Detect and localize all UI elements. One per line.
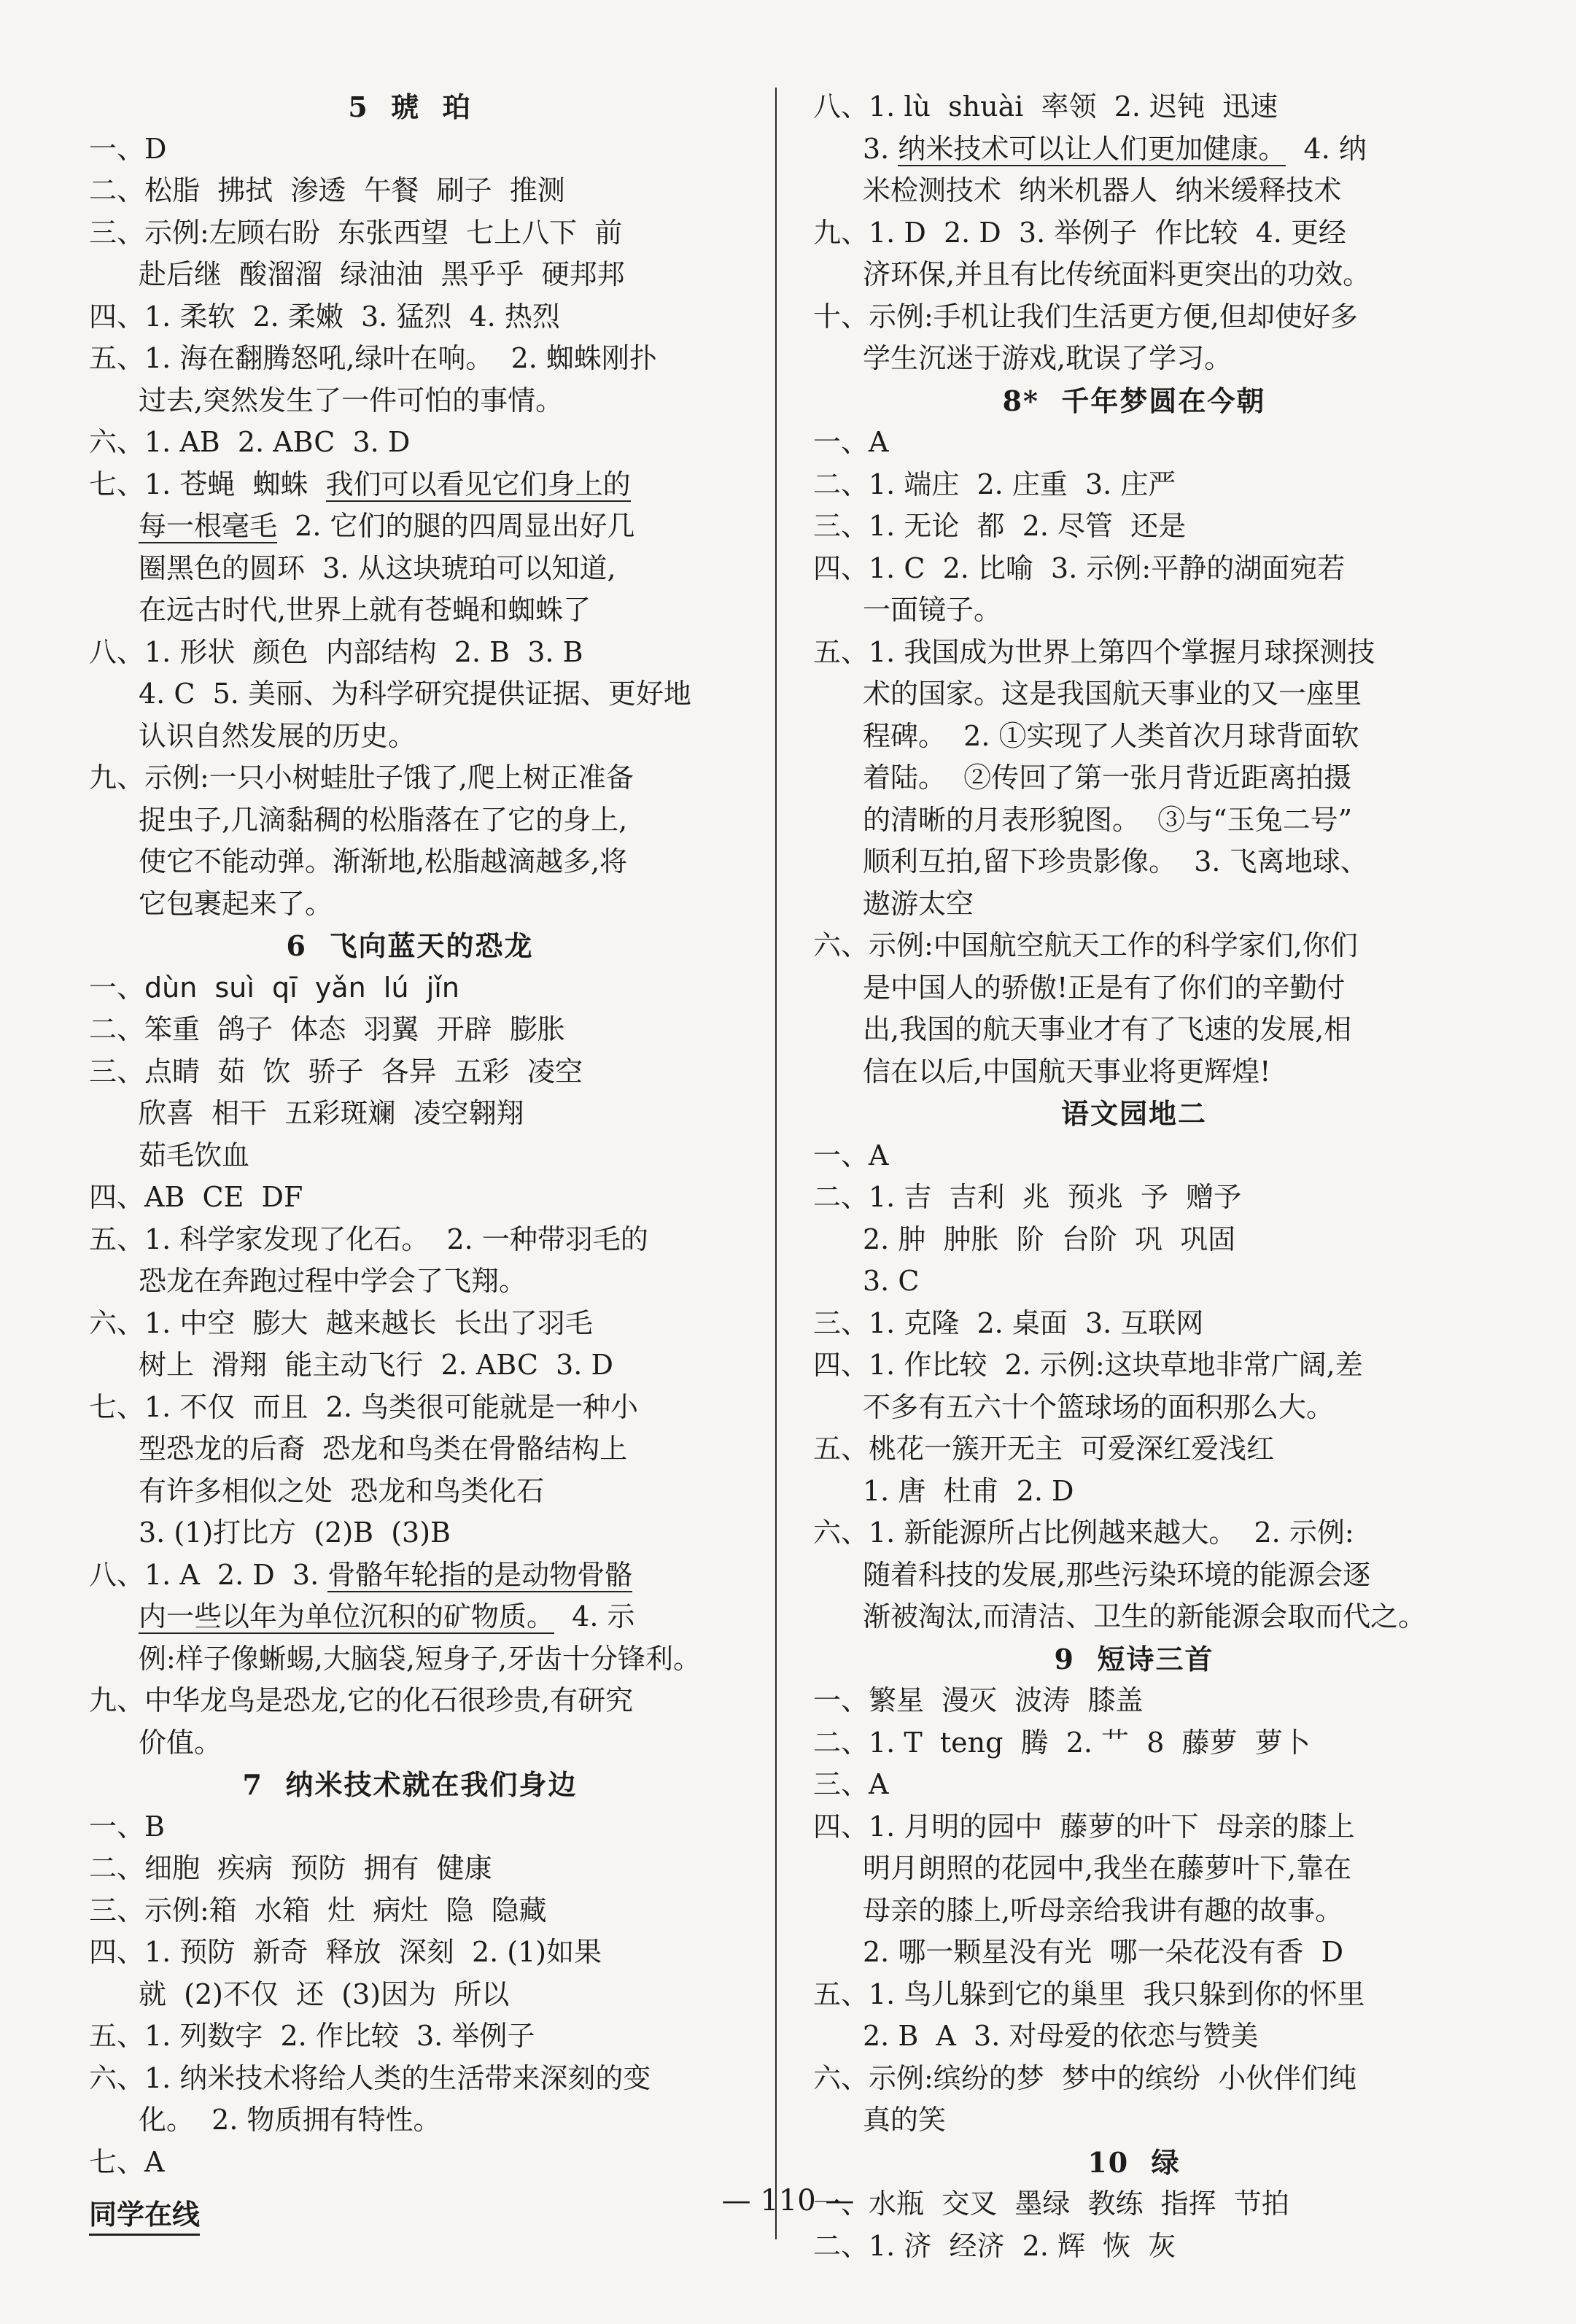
answer-line — [89, 1387, 731, 1429]
answer-line — [813, 170, 1455, 212]
footer-brand: 同学在线 — [89, 2192, 200, 2236]
answer-line — [813, 1009, 1455, 1051]
answer-text: 五、桃花一簇开无主 可爱深红爱浅红 — [813, 1433, 1275, 1465]
section-title — [89, 86, 731, 128]
answer-line — [89, 1722, 731, 1765]
answer-line — [813, 2058, 1455, 2100]
answer-text: 三、1. 克隆 2. 桌面 3. 互联网 — [813, 1306, 1204, 1339]
answer-text: 顺利互拍,留下珍贵影像。 3. 飞离地球、 — [863, 845, 1368, 878]
answer-line — [89, 338, 731, 380]
answer-text: 五、1. 列数字 2. 作比较 3. 举例子 — [89, 2020, 535, 2052]
answer-line — [89, 1932, 731, 1974]
answer-text: 济环保,并且有比传统面料更突出的功效。 — [863, 258, 1371, 290]
answer-line — [89, 548, 731, 590]
answer-text: 四、1. 预防 新奇 释放 深刻 2. (1)如果 — [89, 1936, 602, 1968]
answer-text: 2. 肿 肿胀 阶 台阶 巩 巩固 — [863, 1223, 1236, 1255]
answer-text: 米检测技术 纳米机器人 纳米缓释技术 — [863, 174, 1342, 206]
answer-text: 例:样子像蜥蜴,大脑袋,短身子,牙齿十分锋利。 — [139, 1642, 702, 1675]
underlined-answer: 每一根毫毛 — [139, 510, 278, 542]
answer-text: 捉虫子,几滴黏稠的松脂落在了它的身上, — [139, 803, 628, 836]
answer-text: 出,我国的航天事业才有了飞速的发展,相 — [863, 1013, 1352, 1045]
answer-line — [813, 1344, 1455, 1387]
answer-line — [89, 170, 731, 212]
answer-text: 认识自然发展的历史。 — [139, 719, 416, 752]
answer-text: 六、1. 纳米技术将给人类的生活带来深刻的变 — [89, 2061, 651, 2094]
answer-line — [813, 1932, 1455, 1974]
answer-text: 四、1. 月明的园中 藤萝的叶下 母亲的膝上 — [813, 1810, 1355, 1843]
answer-text: 三、示例:箱 水箱 灶 病灶 隐 隐藏 — [89, 1894, 547, 1926]
answer-line — [813, 883, 1455, 926]
answer-text: 五、1. 科学家发现了化石。 2. 一种带羽毛的 — [89, 1223, 648, 1255]
answer-line — [813, 967, 1455, 1010]
answer-line — [89, 2015, 731, 2058]
answer-line — [813, 464, 1455, 506]
answer-text: 六、1. AB 2. ABC 3. D — [89, 426, 411, 458]
answer-line — [813, 254, 1455, 296]
answer-text: 四、AB CE DF — [89, 1181, 303, 1213]
answer-text: 六、示例:中国航空航天工作的科学家们,你们 — [813, 929, 1358, 961]
page-number: — 110 — — [721, 2184, 855, 2218]
answer-text: 学生沉迷于游戏,耽误了学习。 — [863, 342, 1233, 374]
left-column — [89, 86, 731, 2183]
answer-text: 茹毛饮血 — [139, 1139, 250, 1171]
answer-line — [813, 296, 1455, 338]
answer-line — [813, 1974, 1455, 2016]
answer-text: 九、1. D 2. D 3. 举例子 作比较 4. 更经 — [813, 216, 1346, 249]
answer-line — [89, 254, 731, 296]
answer-text: 八、1. A 2. D 3. — [89, 1558, 328, 1591]
answer-text: 真的笑 — [863, 2104, 947, 2136]
section-title — [813, 1093, 1455, 1135]
answer-line — [813, 2099, 1455, 2142]
right-column — [813, 86, 1455, 2267]
answer-text: 价值。 — [139, 1726, 222, 1759]
answer-text: 型恐龙的后裔 恐龙和鸟类在骨骼结构上 — [139, 1433, 628, 1465]
answer-line — [89, 1177, 731, 1219]
answer-line — [89, 2058, 731, 2100]
answer-text: 信在以后,中国航天事业将更辉煌! — [863, 1055, 1271, 1088]
answer-text: 一面镜子。 — [863, 594, 1002, 626]
answer-text: 遨游太空 — [863, 887, 974, 920]
answer-text: 2. B A 3. 对母爱的依恋与赞美 — [863, 2020, 1259, 2052]
answer-line — [813, 1219, 1455, 1261]
answer-text: 四、1. 柔软 2. 柔嫩 3. 猛烈 4. 热烈 — [89, 300, 560, 333]
answer-line — [89, 1009, 731, 1051]
answer-line — [89, 1093, 731, 1135]
answer-line — [813, 2015, 1455, 2058]
answer-text: 五、1. 我国成为世界上第四个掌握月球探测技 — [813, 635, 1375, 668]
answer-line — [89, 422, 731, 464]
answer-line — [813, 1135, 1455, 1177]
answer-text: 一、繁星 漫灭 波涛 膝盖 — [813, 1684, 1144, 1716]
section-title-text: 7 纳米技术就在我们身边 — [242, 1768, 578, 1801]
answer-text: 一、A — [813, 426, 889, 458]
answer-line — [813, 1722, 1455, 1765]
answer-text: 2. 哪一颗星没有光 哪一朵花没有香 D — [863, 1936, 1344, 1968]
answer-line — [89, 1303, 731, 1345]
answer-text: 七、1. 苍蝇 蜘蛛 — [89, 468, 326, 500]
underlined-answer: 纳米技术可以让人们更加健康。 — [898, 132, 1286, 165]
answer-text: 着陆。 ②传回了第一张月背近距离拍摄 — [863, 762, 1352, 794]
answer-text: 赴后继 酸溜溜 绿油油 黑乎乎 硬邦邦 — [139, 258, 625, 290]
answer-text: 四、1. C 2. 比喻 3. 示例:平静的湖面宛若 — [813, 551, 1346, 584]
answer-text: 九、示例:一只小树蛙肚子饿了,爬上树正准备 — [89, 762, 634, 794]
column-divider — [775, 88, 777, 2239]
answer-line — [813, 1764, 1455, 1806]
answer-text-continued: 4. 示 — [554, 1600, 635, 1632]
answer-text: 1. 唐 杜甫 2. D — [863, 1474, 1074, 1507]
answer-text: 术的国家。这是我国航天事业的又一座里 — [863, 678, 1362, 710]
answer-text: 八、1. lù shuài 率领 2. 迟钝 迅速 — [813, 90, 1278, 123]
answer-text: 一、A — [813, 1139, 889, 1171]
answer-text: 二、1. 端庄 2. 庄重 3. 庄严 — [813, 468, 1176, 500]
section-title-text: 9 短诗三首 — [1054, 1642, 1214, 1676]
answer-text: 五、1. 鸟儿躲到它的巢里 我只躲到你的怀里 — [813, 1978, 1365, 2010]
answer-text: 4. C 5. 美丽、为科学研究提供证据、更好地 — [139, 678, 691, 710]
answer-line — [813, 589, 1455, 632]
section-title — [89, 1764, 731, 1806]
answer-text: 二、松脂 拂拭 渗透 午餐 刷子 推测 — [89, 174, 565, 206]
section-title-text: 5 琥 珀 — [348, 90, 472, 123]
answer-line — [89, 1135, 731, 1177]
answer-text: 三、示例:左顾右盼 东张西望 七上八下 前 — [89, 216, 623, 249]
answer-line — [813, 506, 1455, 548]
answer-text: 二、1. 济 经济 2. 辉 恢 灰 — [813, 2229, 1176, 2262]
answer-text: 3. (1)打比方 (2)B (3)B — [139, 1517, 451, 1549]
answer-line — [89, 1219, 731, 1261]
answer-text: 就 (2)不仅 还 (3)因为 所以 — [139, 1978, 510, 2010]
answer-line — [89, 1471, 731, 1513]
answer-line — [89, 1806, 731, 1848]
answer-text: 有许多相似之处 恐龙和鸟类化石 — [139, 1474, 545, 1507]
answer-line — [89, 967, 731, 1010]
answer-text: 六、1. 中空 膨大 越来越长 长出了羽毛 — [89, 1306, 593, 1339]
section-title — [813, 1638, 1455, 1681]
section-title — [89, 925, 731, 967]
answer-text: 恐龙在奔跑过程中学会了飞翔。 — [139, 1265, 527, 1297]
answer-text: 随着科技的发展,那些污染环境的能源会逐 — [863, 1558, 1371, 1591]
answer-line — [89, 632, 731, 674]
answer-line — [89, 1596, 731, 1638]
answer-line — [813, 1848, 1455, 1890]
answer-line — [89, 883, 731, 926]
answer-text: 二、笨重 鸽子 体态 羽翼 开辟 膨胀 — [89, 1013, 565, 1045]
answer-text: 在远古时代,世界上就有苍蝇和蜘蛛了 — [139, 594, 591, 626]
answer-text: 三、点睛 茹 饮 骄子 各异 五彩 凌空 — [89, 1055, 583, 1088]
answer-line — [89, 296, 731, 338]
answer-line — [813, 1387, 1455, 1429]
answer-line — [813, 1554, 1455, 1597]
answer-line — [89, 757, 731, 799]
answer-text: 3. C — [863, 1265, 920, 1297]
answer-text: 六、示例:缤纷的梦 梦中的缤纷 小伙伴们纯 — [813, 2061, 1357, 2094]
answer-text: 七、1. 不仅 而且 2. 鸟类很可能就是一种小 — [89, 1390, 638, 1423]
answer-line — [89, 673, 731, 716]
answer-text: 四、1. 作比较 2. 示例:这块草地非常广阔,差 — [813, 1349, 1363, 1381]
answer-text: 欣喜 相干 五彩斑斓 凌空翱翔 — [139, 1097, 524, 1129]
answer-text-continued: 4. 纳 — [1286, 132, 1367, 165]
underlined-answer: 内一些以年为单位沉积的矿物质。 — [139, 1600, 555, 1632]
answer-text: 九、中华龙鸟是恐龙,它的化石很珍贵,有研究 — [89, 1684, 634, 1716]
answer-text: 一、B — [89, 1810, 165, 1843]
answer-line — [813, 1428, 1455, 1471]
answer-line — [813, 799, 1455, 842]
answer-text: 母亲的膝上,听母亲给我讲有趣的故事。 — [863, 1894, 1343, 1926]
answer-line — [89, 1974, 731, 2016]
answer-line — [813, 86, 1455, 128]
answer-text: 六、1. 新能源所占比例越来越大。 2. 示例: — [813, 1517, 1354, 1549]
answer-line — [89, 2099, 731, 2142]
answer-line — [89, 799, 731, 842]
answer-line — [89, 1848, 731, 1890]
answer-text: 圈黑色的圆环 3. 从这块琥珀可以知道, — [139, 551, 616, 584]
answer-line — [813, 338, 1455, 380]
answer-text: 二、细胞 疾病 预防 拥有 健康 — [89, 1852, 492, 1884]
underlined-answer: 骨骼年轮指的是动物骨骼 — [327, 1558, 633, 1591]
answer-line — [813, 1471, 1455, 1513]
answer-line — [813, 1260, 1455, 1303]
answer-line — [813, 757, 1455, 799]
answer-text: 五、1. 海在翻腾怒吼,绿叶在响。 2. 蜘蛛刚扑 — [89, 342, 657, 374]
answer-line — [813, 1806, 1455, 1848]
answer-text: 二、1. T teng 腾 2. 艹 8 藤萝 萝卜 — [813, 1726, 1311, 1759]
answer-line — [813, 673, 1455, 716]
answer-line — [89, 1512, 731, 1554]
answer-text: 程碑。 2. ①实现了人类首次月球背面软 — [863, 719, 1359, 752]
answer-line — [813, 632, 1455, 674]
answer-text: 的清晰的月表形貌图。 ③与“玉兔二号” — [863, 803, 1353, 836]
answer-text-continued: 2. 它们的腿的四周显出好几 — [277, 510, 635, 542]
answer-text: 过去,突然发生了一件可怕的事情。 — [139, 384, 564, 417]
answer-line — [813, 716, 1455, 758]
answer-line — [89, 1554, 731, 1597]
answer-line — [89, 1051, 731, 1093]
answer-line — [89, 1890, 731, 1932]
answer-text: 不多有五六十个篮球场的面积那么大。 — [863, 1390, 1335, 1423]
answer-line — [813, 548, 1455, 590]
section-title — [813, 380, 1455, 422]
answer-text: 化。 2. 物质拥有特性。 — [139, 2104, 441, 2136]
answer-line — [813, 128, 1455, 171]
underlined-answer: 我们可以看见它们身上的 — [325, 468, 631, 500]
answer-text: 是中国人的骄傲!正是有了你们的辛勤付 — [863, 971, 1346, 1004]
answer-line — [89, 506, 731, 548]
answer-line — [89, 1680, 731, 1722]
answer-line — [813, 1303, 1455, 1345]
answer-line — [89, 1638, 731, 1681]
answer-line — [89, 212, 731, 255]
answer-line — [89, 589, 731, 632]
section-title-text: 10 绿 — [1087, 2145, 1181, 2179]
answer-line — [813, 1680, 1455, 1722]
answer-text: 一、D — [89, 132, 167, 165]
answer-line — [89, 841, 731, 883]
answer-text: 一、水瓶 交叉 墨绿 教练 指挥 节拍 — [813, 2188, 1289, 2220]
answer-text: 二、1. 吉 吉利 兆 预兆 予 赠予 — [813, 1181, 1242, 1213]
answer-line — [89, 1260, 731, 1303]
answer-line — [813, 925, 1455, 967]
answer-text: 一、dùn suì qī yǎn lú jǐn — [89, 971, 459, 1004]
answer-text: 3. — [863, 132, 898, 165]
answer-text: 七、A — [89, 2145, 165, 2178]
answer-line — [89, 2142, 731, 2184]
answer-text: 树上 滑翔 能主动飞行 2. ABC 3. D — [139, 1349, 613, 1381]
answer-line — [813, 212, 1455, 255]
answer-text: 八、1. 形状 颜色 内部结构 2. B 3. B — [89, 635, 583, 668]
section-title-text: 语文园地二 — [1060, 1097, 1207, 1130]
answer-line — [813, 1512, 1455, 1554]
answer-line — [813, 1051, 1455, 1093]
answer-line — [813, 2226, 1455, 2268]
answer-line — [89, 464, 731, 506]
section-title — [813, 2142, 1455, 2184]
answer-text: 渐被淘汰,而清洁、卫生的新能源会取而代之。 — [863, 1600, 1426, 1632]
answer-text: 三、1. 无论 都 2. 尽管 还是 — [813, 510, 1187, 542]
answer-line — [89, 380, 731, 422]
answer-line — [813, 1596, 1455, 1638]
answer-line — [813, 841, 1455, 883]
answer-line — [89, 1428, 731, 1471]
answer-line — [89, 128, 731, 171]
answer-text: 三、A — [813, 1768, 889, 1800]
answer-text: 使它不能动弹。渐渐地,松脂越滴越多,将 — [139, 845, 628, 878]
answer-line — [89, 716, 731, 758]
section-title-text: 6 飞向蓝天的恐龙 — [286, 929, 534, 962]
answer-line — [89, 1344, 731, 1387]
answer-line — [813, 422, 1455, 464]
section-title-text: 8* 千年梦圆在今朝 — [1002, 384, 1266, 417]
answer-text: 十、示例:手机让我们生活更方便,但却使好多 — [813, 300, 1358, 333]
answer-text: 它包裹起来了。 — [139, 887, 333, 920]
answer-line — [813, 1890, 1455, 1932]
answer-line — [813, 1177, 1455, 1219]
answer-text: 明月朗照的花园中,我坐在藤萝叶下,靠在 — [863, 1852, 1352, 1884]
